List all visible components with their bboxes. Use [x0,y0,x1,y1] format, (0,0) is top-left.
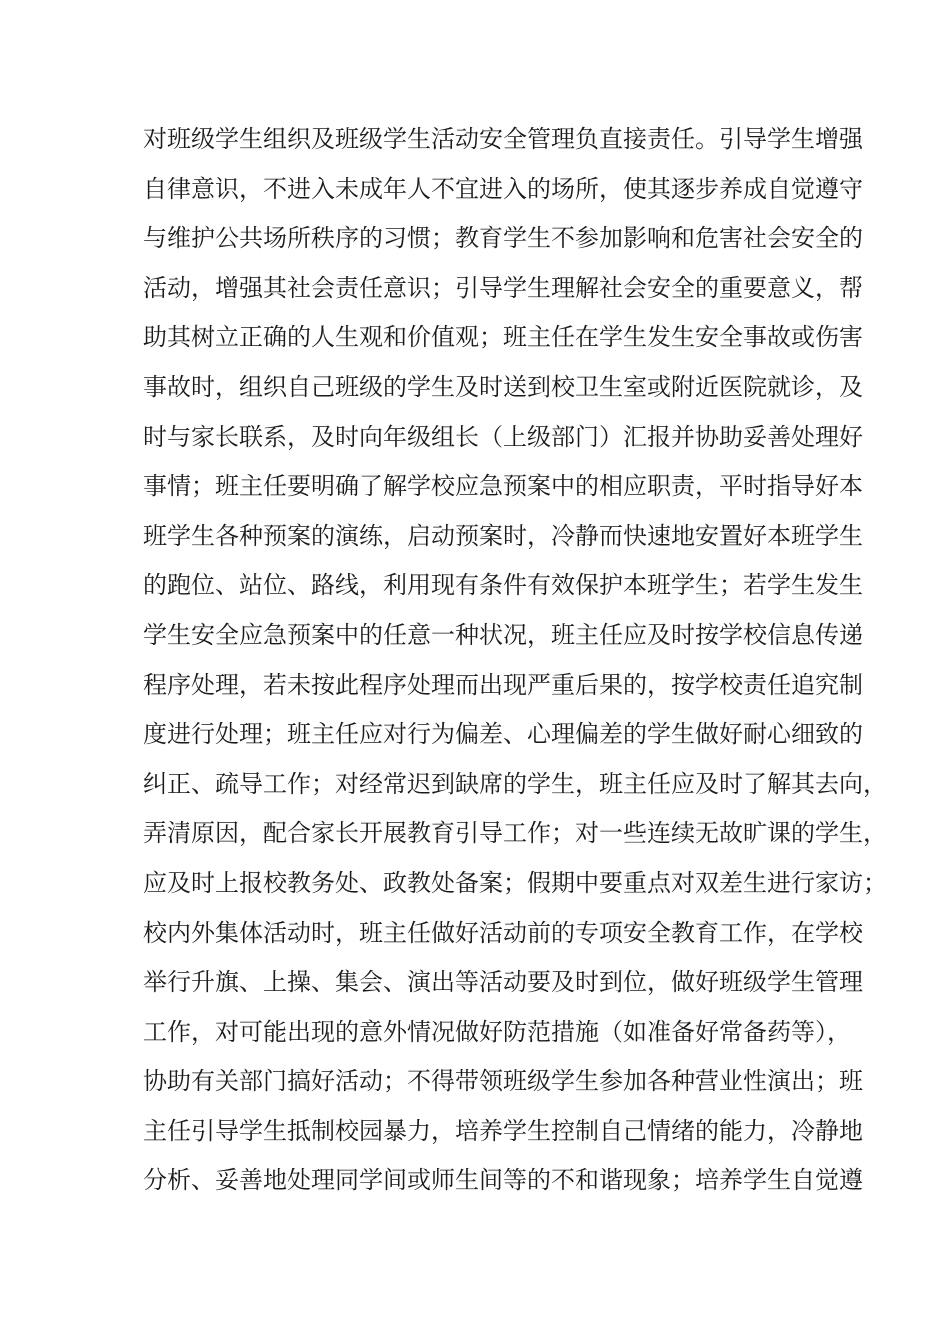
text-line: 弄清原因，配合家长开展教育引导工作；对一些连续无故旷课的学生， [143,819,887,848]
text-line: 学生安全应急预案中的任意一种状况，班主任应及时按学校信息传递 [143,620,863,649]
text-line: 事故时，组织自己班级的学生及时送到校卫生室或附近医院就诊，及 [143,372,863,401]
text-line: 时与家长联系，及时向年级组长（上级部门）汇报并协助妥善处理好 [143,422,863,451]
text-line: 校内外集体活动时，班主任做好活动前的专项安全教育工作，在学校 [143,918,863,947]
text-line: 对班级学生组织及班级学生活动安全管理负直接责任。引导学生增强 [143,125,863,153]
text-line: 应及时上报校教务处、政教处备案；假期中要重点对双差生进行家访； [143,868,887,897]
text-line: 举行升旗、上操、集会、演出等活动要及时到位，做好班级学生管理 [143,968,863,997]
text-line: 主任引导学生抵制校园暴力，培养学生控制自己情绪的能力，冷静地 [143,1116,863,1145]
text-line: 程序处理，若未按此程序处理而出现严重后果的，按学校责任追究制 [143,670,863,699]
text-line: 与维护公共场所秩序的习惯；教育学生不参加影响和危害社会安全的 [143,224,863,253]
text-line: 度进行处理；班主任应对行为偏差、心理偏差的学生做好耐心细致的 [143,720,863,749]
text-line: 纠正、疏导工作；对经常迟到缺席的学生，班主任应及时了解其去向， [143,769,887,798]
text-line: 自律意识，不进入未成年人不宜进入的场所，使其逐步养成自觉遵守 [143,174,863,203]
text-line: 分析、妥善地处理同学间或师生间等的不和谐现象；培养学生自觉遵 [143,1166,863,1195]
text-line: 事情；班主任要明确了解学校应急预案中的相应职责，平时指导好本 [143,472,863,501]
text-line: 活动，增强其社会责任意识；引导学生理解社会安全的重要意义，帮 [143,273,863,302]
body-text [143,115,887,1206]
text-line: 的跑位、站位、路线，利用现有条件有效保护本班学生；若学生发生 [143,571,863,600]
text-line: 协助有关部门搞好活动；不得带领班级学生参加各种营业性演出；班 [143,1067,863,1096]
text-line: 工作，对可能出现的意外情况做好防范措施（如准备好常备药等）， [143,1017,851,1046]
text-line: 班学生各种预案的演练，启动预案时，冷静而快速地安置好本班学生 [143,521,863,550]
text-line: 助其树立正确的人生观和价值观；班主任在学生发生安全事故或伤害 [143,323,863,352]
